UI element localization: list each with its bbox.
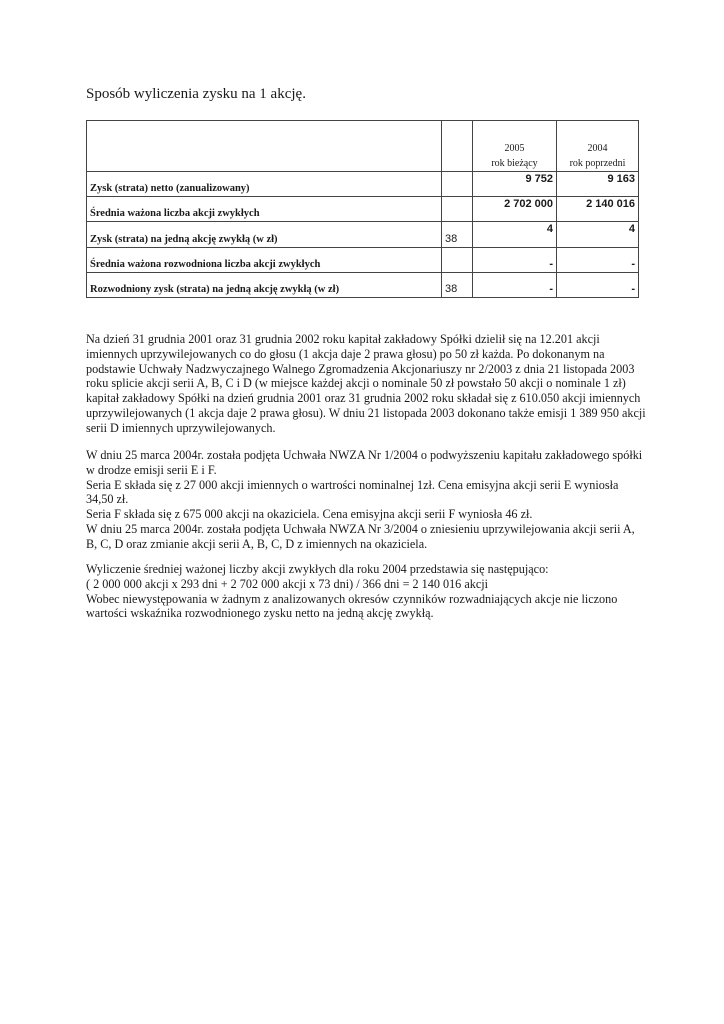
table-row <box>87 197 639 222</box>
paragraph-line: W dniu 25 marca 2004r. została podjęta Uchwała NWZA Nr 3/2004 o zniesieniu uprzywilejowania akcji serii A, B, C, D oraz zmianie akcji serii A, B, C, D z imiennych na okaziciela. <box>86 521 635 551</box>
row-label: Średnia ważona rozwodniona liczba akcji zwykłych <box>87 248 442 273</box>
row-value-2005: - <box>473 248 557 273</box>
paragraph-text: Na dzień 31 grudnia 2001 oraz 31 grudnia 2002 roku kapitał zakładowy Spółki dzielił się na 12.201 akcji imiennych uprzywilejowanych co do głosu (1 akcja daje 2 prawa głosu) po 50 zł każda. Po dokonanym na podstawie Uchwały Nadzwyczajnego Walnego Zgromadzenia Akcjonariuszy nr 2/2003 z dnia 21 listopada 2003 roku splicie akcji serii A, B, C i D (w miejsce każdej akcji o nominale 50 zł powstało 50 akcji o nominale 1 zł) kapitał zakładowy Spółki na dzień grudnia 2001 oraz 31 grudnia 2002 roku składał się z 610.050 akcji imiennych uprzywilejowanych (1 akcja daje 2 prawa głosu). W dniu 21 listopada 2003 dokonano także emisji 1 389 950 akcji serii D imiennych uprzywilejowanych. <box>86 332 646 435</box>
share-issue-paragraph <box>86 448 646 552</box>
header-2004-year: 2004 <box>587 143 608 154</box>
formula-line: ( 2 000 000 akcji x 293 dni + 2 702 000 akcji x 73 dni) / 366 dni = 2 140 016 akcji <box>86 576 489 591</box>
row-note <box>442 172 473 197</box>
eps-table <box>86 120 639 298</box>
row-label: Rozwodniony zysk (strata) na jedną akcję zwykłą (w zł) <box>87 273 442 298</box>
row-value-2004: 9 163 <box>557 172 639 197</box>
table-row <box>87 172 639 197</box>
table-row <box>87 273 639 298</box>
table-row <box>87 222 639 248</box>
row-label: Zysk (strata) netto (zanualizowany) <box>87 172 442 197</box>
table-row <box>87 248 639 273</box>
table-header-row <box>87 121 639 172</box>
row-value-2004: - <box>557 273 639 298</box>
paragraph-line: Wyliczenie średniej ważonej liczby akcji zwykłych dla roku 2004 przedstawia się następująco: <box>86 562 549 576</box>
row-note <box>442 197 473 222</box>
header-empty-cell <box>87 121 442 172</box>
row-value-2004: 2 140 016 <box>557 197 639 222</box>
row-value-2004: 4 <box>557 222 639 248</box>
page-title: Sposób wyliczenia zysku na 1 akcję. <box>86 86 306 102</box>
header-2005 <box>473 121 557 172</box>
header-note-cell <box>442 121 473 172</box>
row-note: 38 <box>442 273 473 298</box>
header-2005-year: 2005 <box>504 143 525 154</box>
row-value-2005: - <box>473 273 557 298</box>
header-2005-sub: rok bieżący <box>491 158 538 169</box>
row-value-2005: 2 702 000 <box>473 197 557 222</box>
paragraph-line: W dniu 25 marca 2004r. została podjęta Uchwała NWZA Nr 1/2004 o podwyższeniu kapitału zakładowego spółki w drodze emisji serii E i F. <box>86 448 643 477</box>
weighted-average-paragraph <box>86 562 646 621</box>
paragraph-line: Seria F składa się z 675 000 akcji na okaziciela. Cena emisyjna akcji serii F wyniosła 46 zł. <box>86 507 533 522</box>
header-2004-sub: rok poprzedni <box>569 158 626 169</box>
row-note <box>442 248 473 273</box>
row-label: Zysk (strata) na jedną akcję zwykłą (w zł) <box>87 222 442 248</box>
paragraph-line: Seria E składa się z 27 000 akcji imiennych o wartrości nominalnej 1zł. Cena emisyjna akcji serii E wyniosła 34,50 zł. <box>86 477 619 507</box>
share-capital-paragraph <box>86 332 646 436</box>
row-value-2005: 4 <box>473 222 557 248</box>
header-2004 <box>557 121 639 172</box>
row-value-2004: - <box>557 248 639 273</box>
row-value-2005: 9 752 <box>473 172 557 197</box>
row-label: Średnia ważona liczba akcji zwykłych <box>87 197 442 222</box>
paragraph-line: Wobec niewystępowania w żadnym z analizowanych okresów czynników rozwadniających akcje nie liczono wartości wskaźnika rozwodnionego zysku netto na jedną akcję zwykłą. <box>86 591 618 621</box>
row-note: 38 <box>442 222 473 248</box>
